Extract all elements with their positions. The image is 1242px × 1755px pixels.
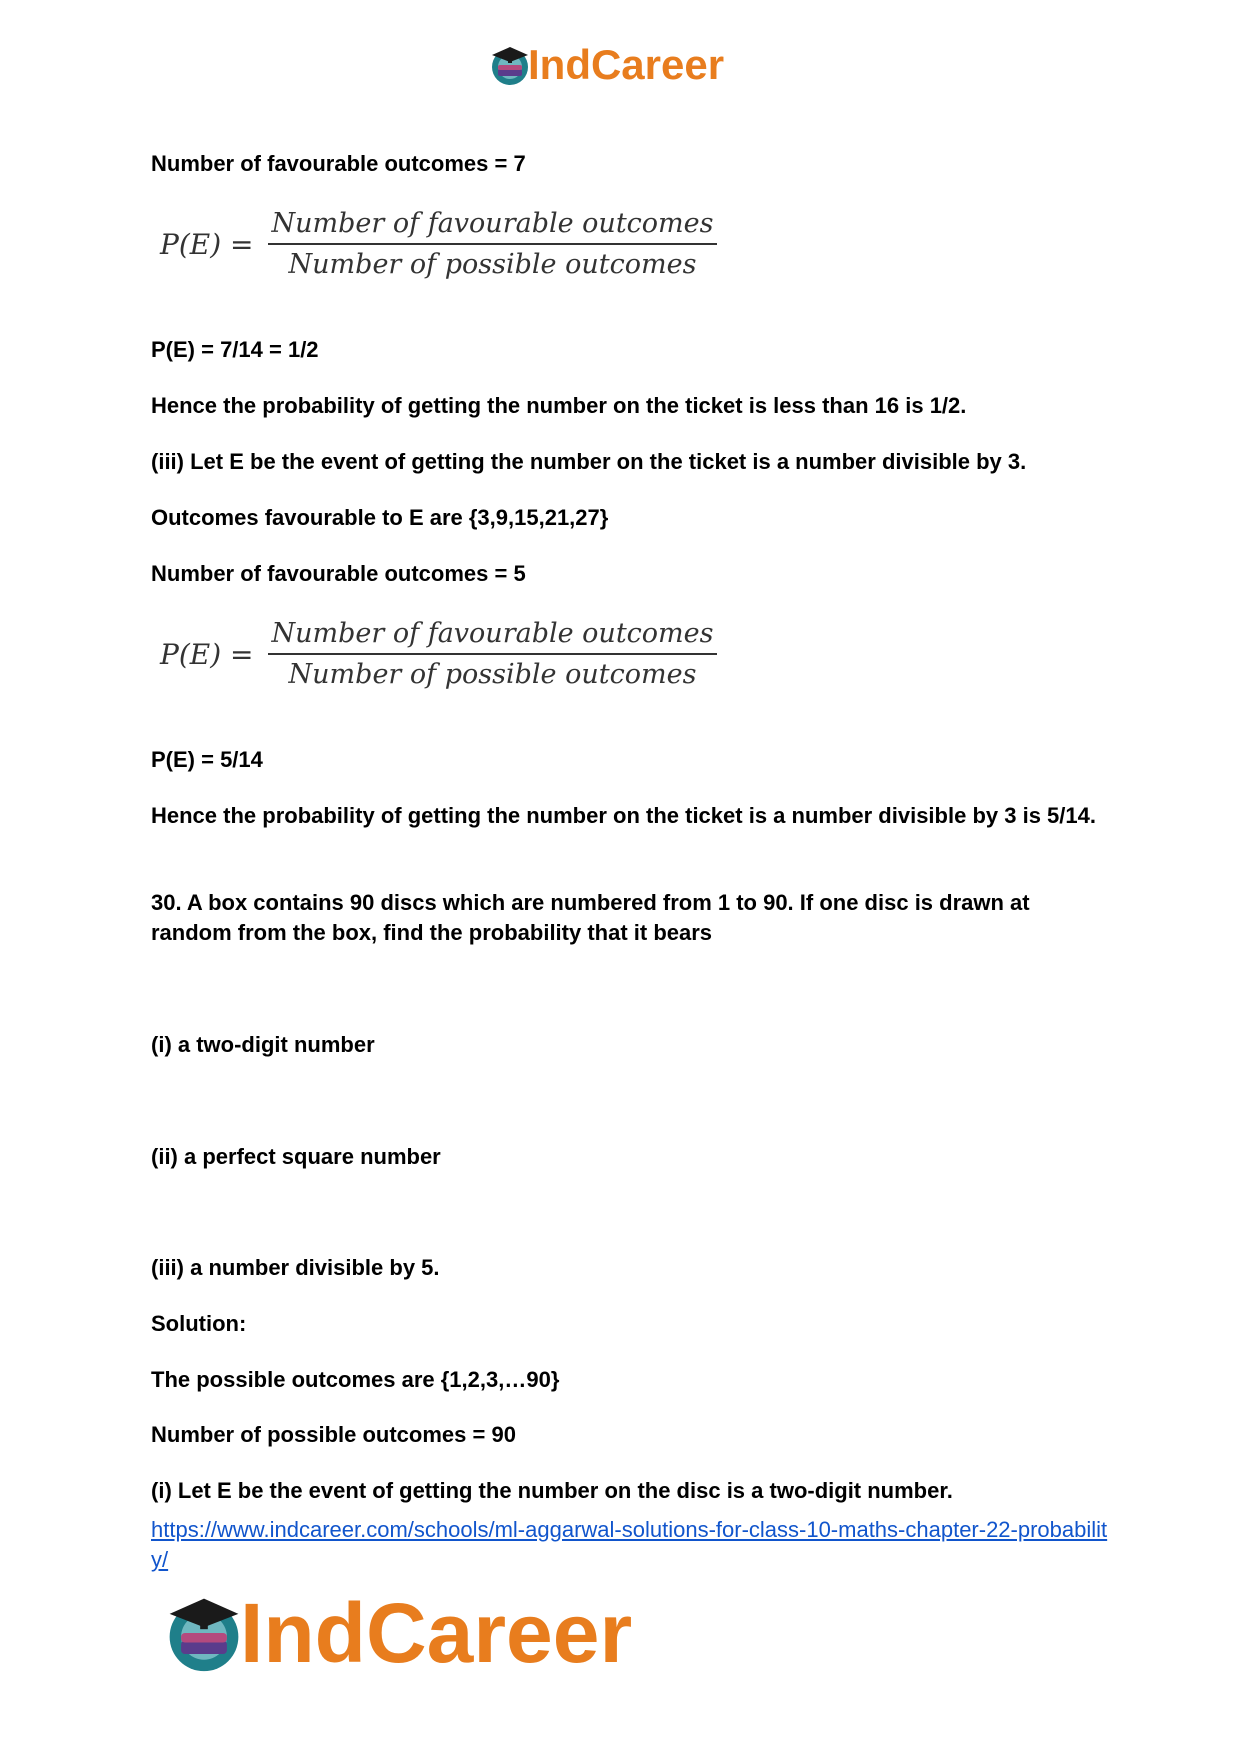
formula-numerator: Number of favourable outcomes bbox=[268, 208, 718, 245]
graduation-cap-book-icon bbox=[162, 1591, 246, 1675]
probability-formula bbox=[160, 618, 717, 690]
text-paragraph: Hence the probability of getting the number on the ticket is a number divisible by 3 is 5/14. bbox=[151, 803, 1096, 828]
footer-logo bbox=[162, 1585, 633, 1680]
probability-formula bbox=[160, 208, 717, 280]
formula-denominator: Number of possible outcomes bbox=[288, 659, 697, 690]
question-part-iii: (iii) a number divisible by 5. bbox=[151, 1255, 440, 1280]
text-line: (iii) Let E be the event of getting the number on the ticket is a number divisible by 3. bbox=[151, 449, 1027, 474]
text-line: Hence the probability of getting the number on the ticket is less than 16 is 1/2. bbox=[151, 393, 967, 418]
header-brand-text: IndCareer bbox=[528, 41, 725, 88]
formula-fraction bbox=[268, 208, 718, 280]
text-line: Outcomes favourable to E are {3,9,15,21,27} bbox=[151, 505, 609, 530]
text-line: The possible outcomes are {1,2,3,…90} bbox=[151, 1367, 560, 1392]
formula-lhs: P(E) = bbox=[160, 227, 254, 261]
text-line: Number of possible outcomes = 90 bbox=[151, 1422, 516, 1447]
text-line: P(E) = 7/14 = 1/2 bbox=[151, 337, 319, 362]
question-part-i: (i) a two-digit number bbox=[151, 1032, 375, 1057]
solution-heading: Solution: bbox=[151, 1311, 247, 1336]
formula-fraction bbox=[268, 618, 718, 690]
text-line: Number of favourable outcomes = 5 bbox=[151, 561, 526, 586]
formula-lhs: P(E) = bbox=[160, 637, 254, 671]
text-line: P(E) = 5/14 bbox=[151, 747, 263, 772]
footer-brand-text: IndCareer bbox=[240, 1585, 633, 1680]
formula-numerator: Number of favourable outcomes bbox=[268, 618, 718, 655]
text-line: Number of favourable outcomes = 7 bbox=[151, 151, 526, 176]
text-line: (i) Let E be the event of getting the number on the disc is a two-digit number. bbox=[151, 1478, 953, 1503]
source-link[interactable]: https://www.indcareer.com/schools/ml-aggarwal-solutions-for-class-10-maths-chapter-22-probability/ bbox=[151, 1517, 1108, 1572]
formula-denominator: Number of possible outcomes bbox=[288, 249, 697, 280]
question-part-ii: (ii) a perfect square number bbox=[151, 1144, 441, 1169]
graduation-cap-book-icon bbox=[488, 43, 532, 87]
question-30: 30. A box contains 90 discs which are numbered from 1 to 90. If one disc is drawn at random from the box, find the probability that it bears bbox=[151, 890, 1030, 945]
header-logo bbox=[488, 40, 724, 90]
